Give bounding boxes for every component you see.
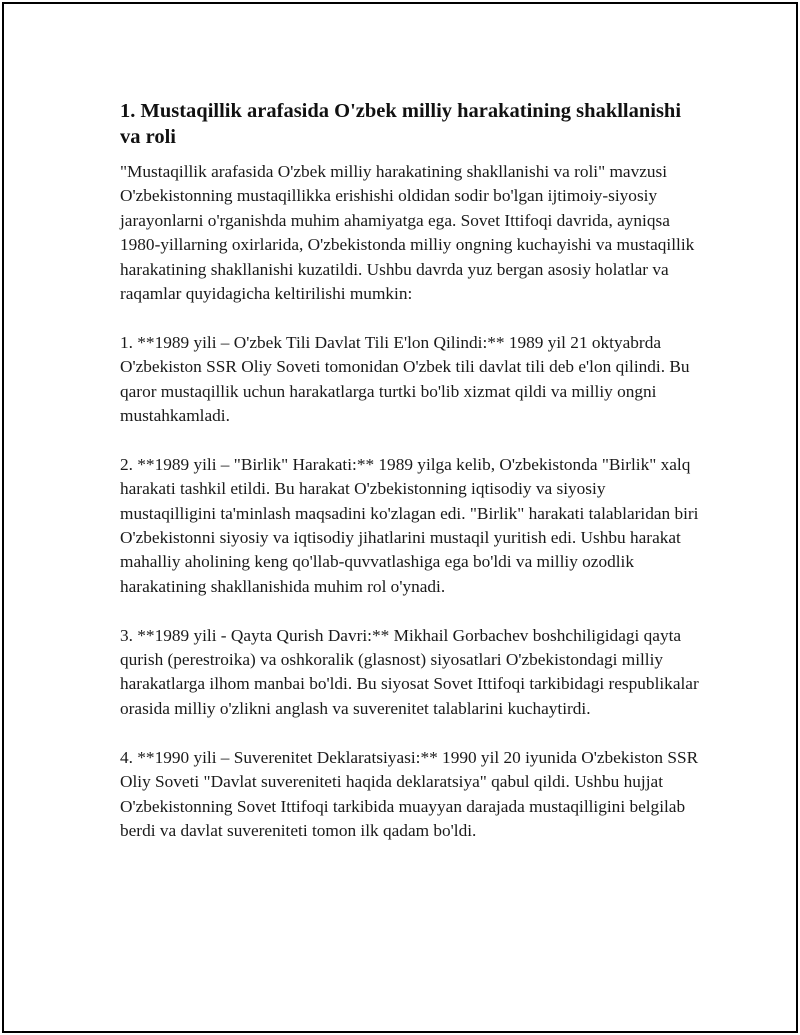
list-item-paragraph: 2. **1989 yili – "Birlik" Harakati:** 1989 yilga kelib, O'zbekistonda "Birlik" xalq harakati tashkil etildi. Bu harakat O'zbekistonning iqtisodiy va siyosiy mustaqilligini ta'minlash maqsadini ko'zlagan edi. "Birlik" harakati talablaridan biri O'zbekistonni siyosiy va iqtisodiy jihatlarini mustaqil yuritish edi. Ushbu harakat mahalliy aholining keng qo'llab-quvvatlashiga ega bo'ldi va milliy ozodlik harakatining shakllanishida muhim rol o'ynadi. xyxy=(120,454,699,596)
list-item-paragraph: 4. **1990 yili – Suverenitet Deklaratsiyasi:** 1990 yil 20 iyunida O'zbekiston SSR Oliy Soveti "Davlat suvereniteti haqida deklaratsiya" qabul qildi. Ushbu hujjat O'zbekistonning Sovet Ittifoqi tarkibida muayyan darajada mustaqilligini belgilab berdi va davlat suvereniteti tomon ilk qadam bo'ldi. xyxy=(120,747,699,840)
document-page xyxy=(2,2,798,1033)
list-item-paragraph: 1. **1989 yili – O'zbek Tili Davlat Tili E'lon Qilindi:** 1989 yil 21 oktyabrda O'zbekiston SSR Oliy Soveti tomonidan O'zbek tili davlat tili deb e'lon qilindi. Bu qaror mustaqillik uchun harakatlarga turtki bo'lib xizmat qildi va milliy ongni mustahkamladi. xyxy=(120,332,690,426)
document-content xyxy=(120,98,702,843)
document-title: 1. Mustaqillik arafasida O'zbek milliy harakatining shakllanishi va roli xyxy=(120,100,682,148)
list-item-paragraph: 3. **1989 yili - Qayta Qurish Davri:** Mikhail Gorbachev boshchiligidagi qayta qurish (perestroika) va oshkoralik (glasnost) siyosatlari O'zbekistondagi milliy harakatlarga ilhom manbai bo'ldi. Bu siyosat Sovet Ittifoqi tarkibidagi respublikalar orasida milliy o'zlikni anglash va suverenitet talablarini kuchaytirdi. xyxy=(120,625,699,718)
intro-paragraph: "Mustaqillik arafasida O'zbek milliy harakatining shakllanishi va roli" mavzusi O'zbekistonning mustaqillikka erishishi oldidan sodir bo'lgan ijtimoiy-siyosiy jarayonlarni o'rganishda muhim ahamiyatga ega. Sovet Ittifoqi davrida, ayniqsa 1980-yillarning oxirlarida, O'zbekistonda milliy ongning kuchayishi va mustaqillik harakatining shakllanishi kuzatildi. Ushbu davrda yuz bergan asosiy holatlar va raqamlar quyidagicha keltirilishi mumkin: xyxy=(120,162,695,304)
